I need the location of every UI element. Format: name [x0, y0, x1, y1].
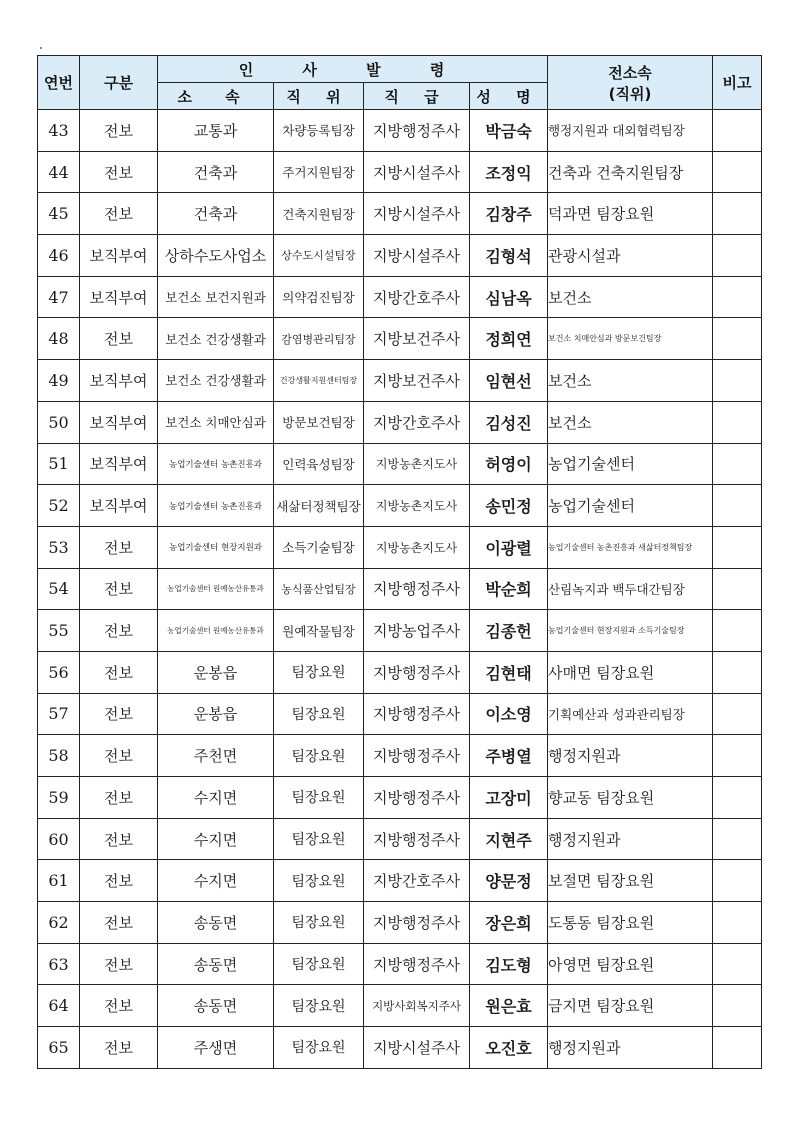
- cell-position: 팀장요원: [274, 651, 364, 693]
- table-row: [38, 1027, 762, 1069]
- cell-dept: 수지면: [158, 860, 274, 902]
- cell-previous: 사매면 팀장요원: [548, 651, 713, 693]
- cell-position: 팀장요원: [274, 818, 364, 860]
- cell-previous: 행정지원과: [548, 818, 713, 860]
- cell-grade: 지방농촌지도사: [364, 526, 470, 568]
- cell-grade: 지방행정주사: [364, 110, 470, 152]
- header-remark: 비고: [713, 56, 762, 110]
- cell-grade: 지방행정주사: [364, 651, 470, 693]
- cell-name: 고장미: [470, 777, 548, 819]
- table-row: [38, 443, 762, 485]
- cell-dept: 건축과: [158, 193, 274, 235]
- personnel-appointment-table: [37, 55, 762, 1069]
- cell-remark: [713, 235, 762, 277]
- cell-no: 63: [38, 943, 80, 985]
- cell-remark: [713, 818, 762, 860]
- cell-position: 팀장요원: [274, 777, 364, 819]
- table-row: [38, 860, 762, 902]
- cell-type: 보직부여: [80, 235, 158, 277]
- cell-name: 김종헌: [470, 610, 548, 652]
- cell-name: 임현선: [470, 360, 548, 402]
- cell-grade: 지방농업주사: [364, 610, 470, 652]
- table-row: [38, 693, 762, 735]
- cell-type: 보직부여: [80, 485, 158, 527]
- cell-name: 원은효: [470, 985, 548, 1027]
- header-grade: 직 급: [364, 83, 470, 110]
- table-row: [38, 485, 762, 527]
- cell-grade: 지방행정주사: [364, 818, 470, 860]
- header-previous-line1: 전소속: [608, 63, 652, 82]
- table-row: [38, 735, 762, 777]
- cell-dept: 송동면: [158, 943, 274, 985]
- cell-position: 의약검진팀장: [274, 276, 364, 318]
- cell-dept: 보건소 치매안심과: [158, 401, 274, 443]
- cell-name: 정희연: [470, 318, 548, 360]
- cell-name: 김성진: [470, 401, 548, 443]
- cell-grade: 지방시설주사: [364, 151, 470, 193]
- cell-type: 전보: [80, 526, 158, 568]
- cell-remark: [713, 193, 762, 235]
- cell-grade: 지방행정주사: [364, 777, 470, 819]
- cell-type: 전보: [80, 985, 158, 1027]
- cell-position: 소득기술팀장: [274, 526, 364, 568]
- cell-dept: 농업기술센터 원예농산유통과: [158, 568, 274, 610]
- cell-type: 전보: [80, 651, 158, 693]
- cell-grade: 지방시설주사: [364, 235, 470, 277]
- cell-type: 전보: [80, 568, 158, 610]
- cell-position: 팀장요원: [274, 693, 364, 735]
- cell-previous: 농업기술센터 현장지원과 소득기술팀장: [548, 610, 713, 652]
- cell-previous: 보절면 팀장요원: [548, 860, 713, 902]
- cell-no: 54: [38, 568, 80, 610]
- header-name: 성 명: [470, 83, 548, 110]
- table-row: [38, 985, 762, 1027]
- cell-grade: 지방행정주사: [364, 568, 470, 610]
- cell-position: 주거지원팀장: [274, 151, 364, 193]
- cell-type: 전보: [80, 110, 158, 152]
- cell-type: 전보: [80, 902, 158, 944]
- cell-remark: [713, 443, 762, 485]
- table-row: [38, 902, 762, 944]
- cell-type: 전보: [80, 943, 158, 985]
- cell-name: 허영이: [470, 443, 548, 485]
- cell-position: 건강생활지원센터팀장: [274, 360, 364, 402]
- cell-no: 55: [38, 610, 80, 652]
- cell-previous: 농업기술센터: [548, 443, 713, 485]
- cell-name: 김도형: [470, 943, 548, 985]
- cell-remark: [713, 943, 762, 985]
- cell-dept: 운봉읍: [158, 651, 274, 693]
- cell-previous: 도통동 팀장요원: [548, 902, 713, 944]
- cell-position: 팀장요원: [274, 1027, 364, 1069]
- cell-name: 지현주: [470, 818, 548, 860]
- cell-remark: [713, 1027, 762, 1069]
- cell-grade: 지방시설주사: [364, 193, 470, 235]
- table-row: [38, 401, 762, 443]
- cell-grade: 지방시설주사: [364, 1027, 470, 1069]
- table-row: [38, 360, 762, 402]
- table-row: [38, 526, 762, 568]
- cell-remark: [713, 276, 762, 318]
- table-row: [38, 651, 762, 693]
- cell-dept: 건축과: [158, 151, 274, 193]
- cell-position: 팀장요원: [274, 735, 364, 777]
- table-row: [38, 610, 762, 652]
- cell-previous: 보건소 치매안심과 방문보건팀장: [548, 318, 713, 360]
- cell-no: 44: [38, 151, 80, 193]
- cell-no: 50: [38, 401, 80, 443]
- cell-name: 이소영: [470, 693, 548, 735]
- cell-no: 60: [38, 818, 80, 860]
- cell-dept: 보건소 보건지원과: [158, 276, 274, 318]
- header-previous-line2: (직위): [608, 84, 652, 103]
- cell-dept: 농업기술센터 농촌진흥과: [158, 485, 274, 527]
- cell-dept: 상하수도사업소: [158, 235, 274, 277]
- cell-remark: [713, 568, 762, 610]
- cell-dept: 주생면: [158, 1027, 274, 1069]
- cell-grade: 지방행정주사: [364, 693, 470, 735]
- cell-remark: [713, 902, 762, 944]
- cell-type: 보직부여: [80, 401, 158, 443]
- cell-previous: 향교동 팀장요원: [548, 777, 713, 819]
- cell-remark: [713, 777, 762, 819]
- table-row: [38, 568, 762, 610]
- cell-no: 46: [38, 235, 80, 277]
- cell-dept: 보건소 건강생활과: [158, 360, 274, 402]
- cell-no: 58: [38, 735, 80, 777]
- cell-name: 오진호: [470, 1027, 548, 1069]
- cell-dept: 농업기술센터 현장지원과: [158, 526, 274, 568]
- cell-grade: 지방농촌지도사: [364, 443, 470, 485]
- cell-remark: [713, 526, 762, 568]
- cell-remark: [713, 610, 762, 652]
- cell-remark: [713, 151, 762, 193]
- cell-position: 팀장요원: [274, 985, 364, 1027]
- cell-name: 박금숙: [470, 110, 548, 152]
- cell-no: 62: [38, 902, 80, 944]
- table-row: [38, 818, 762, 860]
- cell-position: 감염병관리팀장: [274, 318, 364, 360]
- cell-grade: 지방간호주사: [364, 860, 470, 902]
- cell-no: 56: [38, 651, 80, 693]
- cell-name: 주병열: [470, 735, 548, 777]
- cell-no: 49: [38, 360, 80, 402]
- cell-dept: 운봉읍: [158, 693, 274, 735]
- cell-grade: 지방간호주사: [364, 401, 470, 443]
- cell-no: 59: [38, 777, 80, 819]
- cell-previous: 산림녹지과 백두대간팀장: [548, 568, 713, 610]
- cell-position: 차량등록팀장: [274, 110, 364, 152]
- cell-grade: 지방사회복지주사: [364, 985, 470, 1027]
- cell-position: 팀장요원: [274, 943, 364, 985]
- cell-grade: 지방보건주사: [364, 360, 470, 402]
- cell-position: 원예작물팀장: [274, 610, 364, 652]
- cell-no: 47: [38, 276, 80, 318]
- cell-previous: 농업기술센터: [548, 485, 713, 527]
- table-row: [38, 193, 762, 235]
- cell-name: 송민정: [470, 485, 548, 527]
- cell-previous: 행정지원과: [548, 735, 713, 777]
- cell-position: 인력육성팀장: [274, 443, 364, 485]
- cell-grade: 지방행정주사: [364, 943, 470, 985]
- header-type: 구분: [80, 56, 158, 110]
- cell-name: 김현태: [470, 651, 548, 693]
- header-dept: 소 속: [158, 83, 274, 110]
- cell-position: 상수도시설팀장: [274, 235, 364, 277]
- table-row: [38, 110, 762, 152]
- cell-position: 농식품산업팀장: [274, 568, 364, 610]
- cell-grade: 지방행정주사: [364, 902, 470, 944]
- cell-no: 57: [38, 693, 80, 735]
- cell-name: 김형석: [470, 235, 548, 277]
- cell-previous: 보건소: [548, 360, 713, 402]
- cell-position: 새삶터정책팀장: [274, 485, 364, 527]
- cell-type: 전보: [80, 735, 158, 777]
- cell-type: 보직부여: [80, 360, 158, 402]
- cell-position: 팀장요원: [274, 902, 364, 944]
- cell-dept: 송동면: [158, 985, 274, 1027]
- cell-name: 김창주: [470, 193, 548, 235]
- cell-grade: 지방농촌지도사: [364, 485, 470, 527]
- cell-previous: 보건소: [548, 401, 713, 443]
- cell-dept: 수지면: [158, 777, 274, 819]
- table-header: [38, 56, 762, 110]
- cell-type: 전보: [80, 1027, 158, 1069]
- table-row: [38, 777, 762, 819]
- header-previous: [548, 56, 713, 110]
- cell-grade: 지방행정주사: [364, 735, 470, 777]
- cell-previous: 행정지원과 대외협력팀장: [548, 110, 713, 152]
- cell-type: 전보: [80, 610, 158, 652]
- header-no: 연번: [38, 56, 80, 110]
- cell-previous: 금지면 팀장요원: [548, 985, 713, 1027]
- cell-type: 전보: [80, 693, 158, 735]
- scan-mark: [40, 47, 42, 49]
- cell-previous: 보건소: [548, 276, 713, 318]
- cell-dept: 농업기술센터 원예농산유통과: [158, 610, 274, 652]
- cell-no: 65: [38, 1027, 80, 1069]
- cell-type: 전보: [80, 318, 158, 360]
- cell-grade: 지방보건주사: [364, 318, 470, 360]
- cell-remark: [713, 110, 762, 152]
- cell-no: 51: [38, 443, 80, 485]
- cell-type: 전보: [80, 151, 158, 193]
- cell-previous: 덕과면 팀장요원: [548, 193, 713, 235]
- cell-dept: 수지면: [158, 818, 274, 860]
- cell-no: 52: [38, 485, 80, 527]
- cell-remark: [713, 651, 762, 693]
- cell-remark: [713, 318, 762, 360]
- cell-no: 64: [38, 985, 80, 1027]
- cell-position: 팀장요원: [274, 860, 364, 902]
- table-row: [38, 318, 762, 360]
- cell-remark: [713, 693, 762, 735]
- cell-position: 건축지원팀장: [274, 193, 364, 235]
- cell-dept: 교통과: [158, 110, 274, 152]
- cell-name: 이광렬: [470, 526, 548, 568]
- cell-type: 보직부여: [80, 276, 158, 318]
- cell-dept: 송동면: [158, 902, 274, 944]
- cell-name: 장은희: [470, 902, 548, 944]
- cell-name: 양문정: [470, 860, 548, 902]
- cell-previous: 관광시설과: [548, 235, 713, 277]
- cell-previous: 행정지원과: [548, 1027, 713, 1069]
- cell-previous: 건축과 건축지원팀장: [548, 151, 713, 193]
- cell-no: 48: [38, 318, 80, 360]
- cell-no: 43: [38, 110, 80, 152]
- table-body: [38, 110, 762, 1069]
- header-appointment: 인 사 발 령: [158, 56, 548, 83]
- cell-grade: 지방간호주사: [364, 276, 470, 318]
- cell-type: 전보: [80, 860, 158, 902]
- cell-dept: 주천면: [158, 735, 274, 777]
- cell-name: 박순희: [470, 568, 548, 610]
- cell-previous: 아영면 팀장요원: [548, 943, 713, 985]
- cell-no: 45: [38, 193, 80, 235]
- cell-dept: 농업기술센터 농촌진흥과: [158, 443, 274, 485]
- cell-remark: [713, 485, 762, 527]
- cell-name: 조정익: [470, 151, 548, 193]
- header-position: 직 위: [274, 83, 364, 110]
- cell-type: 보직부여: [80, 443, 158, 485]
- table-row: [38, 943, 762, 985]
- cell-no: 61: [38, 860, 80, 902]
- cell-type: 전보: [80, 193, 158, 235]
- cell-no: 53: [38, 526, 80, 568]
- table-row: [38, 276, 762, 318]
- cell-type: 전보: [80, 777, 158, 819]
- table-row: [38, 151, 762, 193]
- cell-dept: 보건소 건강생활과: [158, 318, 274, 360]
- cell-remark: [713, 985, 762, 1027]
- cell-previous: 농업기술센터 농촌진흥과 새삶터정책팀장: [548, 526, 713, 568]
- cell-previous: 기획예산과 성과관리팀장: [548, 693, 713, 735]
- table-row: [38, 235, 762, 277]
- cell-remark: [713, 360, 762, 402]
- cell-name: 심남옥: [470, 276, 548, 318]
- cell-remark: [713, 401, 762, 443]
- cell-type: 전보: [80, 818, 158, 860]
- cell-remark: [713, 735, 762, 777]
- cell-position: 방문보건팀장: [274, 401, 364, 443]
- cell-remark: [713, 860, 762, 902]
